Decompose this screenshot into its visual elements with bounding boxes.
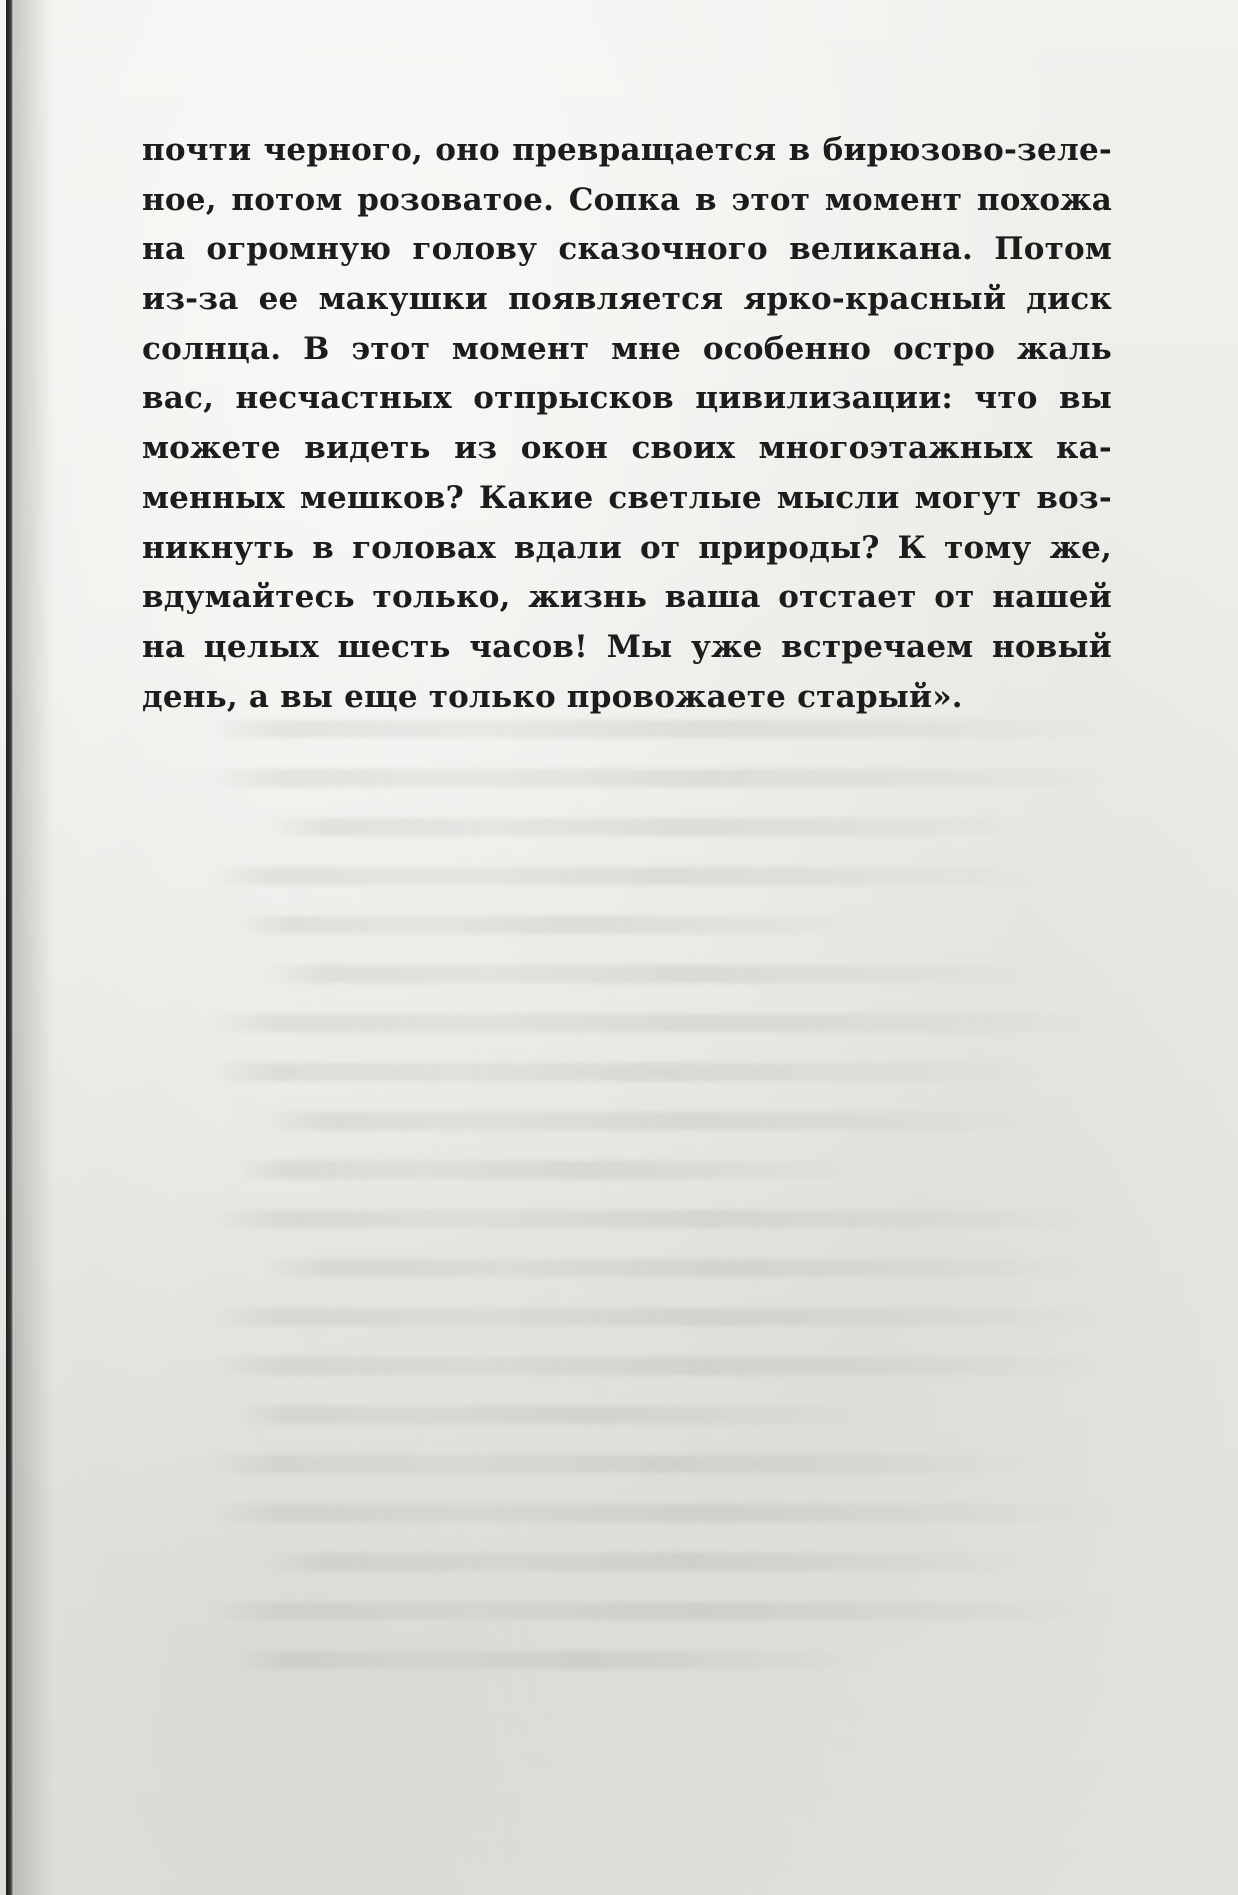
text-line: ное, потом розоватое. Сопка в этот момент похожа: [142, 181, 1112, 218]
text-line: солнца. В этот момент мне особенно остро жаль: [142, 330, 1112, 367]
text-line: вас, несчастных отпрысков цивилизации: что вы: [142, 380, 1112, 417]
book-spine-edge: [6, 0, 14, 1895]
bleed-through-texture: [210, 720, 1110, 1700]
text-line: из-за ее макушки появляется ярко-красный диск: [142, 281, 1112, 318]
text-line: вдумайтесь только, жизнь ваша отстает от нашей: [142, 579, 1112, 616]
text-line: менных мешков? Какие светлые мысли могут воз-: [142, 479, 1112, 516]
text-line: на огромную голову сказочного великана. Потом: [142, 231, 1112, 268]
text-line: никнуть в головах вдали от природы? К тому же,: [142, 529, 1112, 566]
spine-shadow: [14, 0, 54, 1895]
body-text: [142, 126, 1112, 722]
text-line: на целых шесть часов! Мы уже встречаем новый: [142, 628, 1112, 665]
text-line: почти черного, оно превращается в бирюзово-зеле-: [142, 132, 1112, 168]
text-line: можете видеть из окон своих многоэтажных ка-: [142, 430, 1112, 467]
text-line-last: день, а вы еще только провожаете старый».: [142, 678, 963, 715]
